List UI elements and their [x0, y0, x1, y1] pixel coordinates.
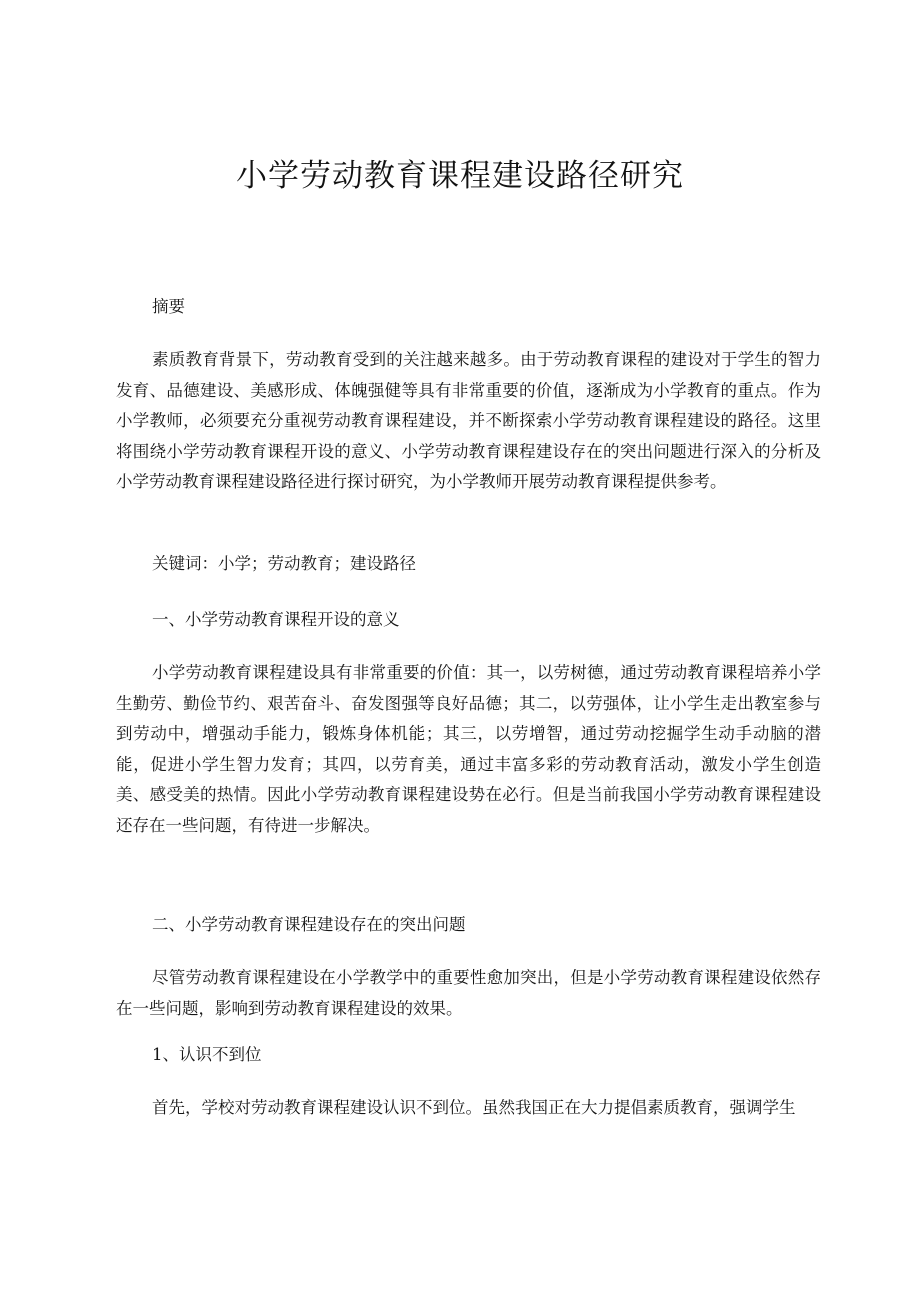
keywords-line: 关键词：小学；劳动教育；建设路径: [152, 554, 416, 573]
section-1-heading: 一、小学劳动教育课程开设的意义: [152, 610, 400, 629]
document-title: 小学劳动教育课程建设路径研究: [236, 158, 684, 194]
subsection-1-paragraph: 首先，学校对劳动教育课程建设认识不到位。虽然我国正在大力提倡素质教育，强调学生: [152, 1098, 796, 1117]
subsection-1-heading: 1、认识不到位: [152, 1045, 262, 1064]
section-2-heading: 二、小学劳动教育课程建设存在的突出问题: [152, 915, 466, 934]
abstract-label: 摘要: [152, 297, 185, 316]
section-2-paragraph: 尽管劳动教育课程建设在小学教学中的重要性愈加突出，但是小学劳动教育课程建设依然存在一些问题，影响到劳动教育课程建设的效果。: [116, 968, 821, 1018]
section-1-paragraph: 小学劳动教育课程建设具有非常重要的价值：其一，以劳树德，通过劳动教育课程培养小学生勤劳、勤俭节约、艰苦奋斗、奋发图强等良好品德；其二，以劳强体，让小学生走出教室参与到劳动中，增强动手能力，锻炼身体机能；其三，以劳增智，通过劳动挖掘学生动手动脑的潜能，促进小学生智力发育；其四，以劳育美，通过丰富多彩的劳动教育活动，激发小学生创造美、感受美的热情。因此小学劳动教育课程建设势在必行。但是当前我国小学劳动教育课程建设还存在一些问题，有待进一步解决。: [116, 663, 821, 835]
abstract-paragraph: 素质教育背景下，劳动教育受到的关注越来越多。由于劳动教育课程的建设对于学生的智力发育、品德建设、美感形成、体魄强健等具有非常重要的价值，逐渐成为小学教育的重点。作为小学教师，必须要充分重视劳动教育课程建设，并不断探索小学劳动教育课程建设的路径。这里将围绕小学劳动教育课程开设的意义、小学劳动教育课程建设存在的突出问题进行深入的分析及小学劳动教育课程建设路径进行探讨研究，为小学教师开展劳动教育课程提供参考。: [116, 350, 821, 491]
